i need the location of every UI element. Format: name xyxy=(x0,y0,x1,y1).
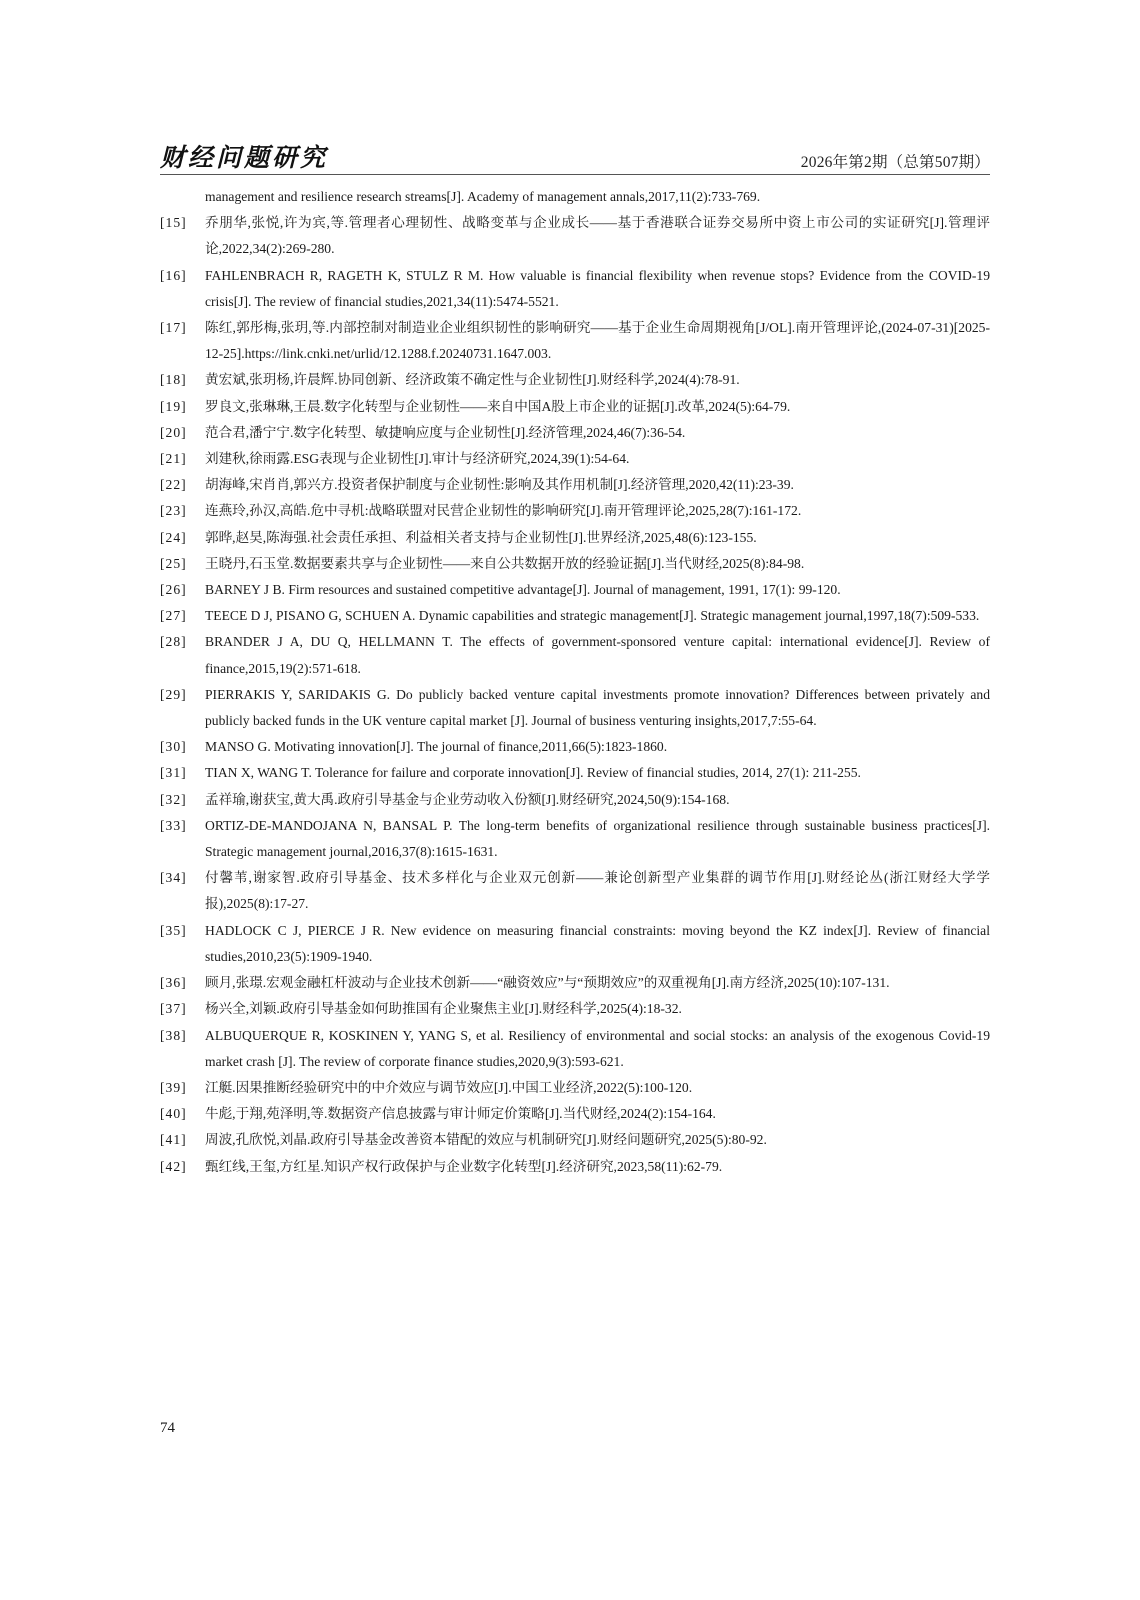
reference-entry xyxy=(160,315,990,367)
reference-entry xyxy=(160,367,990,393)
reference-number: [36] xyxy=(160,975,187,991)
reference-number: [35] xyxy=(160,922,187,938)
reference-text: 乔朋华,张悦,许为宾,等.管理者心理韧性、战略变革与企业成长——基于香港联合证券交易所中资上市公司的实证研究[J].管理评论,2022,34(2):269-280. xyxy=(205,215,990,257)
reference-entry xyxy=(160,263,990,315)
reference-entry xyxy=(160,760,990,786)
reference-number: [20] xyxy=(160,424,187,440)
reference-text: BRANDER J A, DU Q, HELLMANN T. The effects of government-sponsored venture capital: international evidence[J]. Review of finance,2015,19(2):571-618. xyxy=(205,634,990,676)
reference-text: 郭晔,赵昊,陈海强.社会责任承担、利益相关者支持与企业韧性[J].世界经济,2025,48(6):123-155. xyxy=(205,529,757,545)
reference-entry xyxy=(160,210,990,262)
reference-entry xyxy=(160,1023,990,1075)
reference-entry xyxy=(160,525,990,551)
reference-text: management and resilience research streams[J]. Academy of management annals,2017,11(2):733-769. xyxy=(205,189,761,204)
reference-text: ORTIZ-DE-MANDOJANA N, BANSAL P. The long-term benefits of organizational resilience through sustainable business practices[J]. Strategic management journal,2016,37(8):1615-1631. xyxy=(205,817,990,860)
reference-entry xyxy=(160,629,990,681)
reference-number: [28] xyxy=(160,634,187,650)
reference-text: 陈红,郭彤梅,张玥,等.内部控制对制造业企业组织韧性的影响研究——基于企业生命周期视角[J/OL].南开管理评论,(2024-07-31)[2025-12-25].https://link.cnki.net/urlid/12.1288.f.20240731.1647.003. xyxy=(205,320,990,362)
reference-text: PIERRAKIS Y, SARIDAKIS G. Do publicly backed venture capital investments promote innovation? Differences between privately and publicly backed funds in the UK venture capital market [J]. Journal of business venturing insights,2017,7:55-64. xyxy=(205,686,990,729)
issue-info: 2026年第2期（总第507期） xyxy=(800,154,990,171)
reference-text: ALBUQUERQUE R, KOSKINEN Y, YANG S, et al. Resiliency of environmental and social stocks: an analysis of the exogenous Covid-19 market crash [J]. The review of corporate finance studies,2020,9(3):593-621. xyxy=(205,1027,990,1069)
reference-text: MANSO G. Motivating innovation[J]. The journal of finance,2011,66(5):1823-1860. xyxy=(205,739,668,755)
reference-text: 黄宏斌,张玥杨,许晨辉.协同创新、经济政策不确定性与企业韧性[J].财经科学,2024(4):78-91. xyxy=(205,372,740,388)
reference-number: [32] xyxy=(160,791,187,807)
reference-entry xyxy=(160,420,990,446)
reference-entry xyxy=(160,577,990,603)
reference-text: 甄红线,王玺,方红星.知识产权行政保护与企业数字化转型[J].经济研究,2023,58(11):62-79. xyxy=(205,1158,723,1174)
reference-number: [16] xyxy=(160,267,187,283)
reference-entry xyxy=(160,918,990,970)
reference-number: [27] xyxy=(160,608,187,624)
reference-number: [37] xyxy=(160,1001,187,1017)
reference-entry xyxy=(160,787,990,813)
reference-entry xyxy=(160,865,990,917)
reference-entry xyxy=(160,1127,990,1153)
reference-number: [24] xyxy=(160,529,187,545)
reference-entry xyxy=(160,498,990,524)
reference-entry xyxy=(160,472,990,498)
reference-list xyxy=(160,184,990,1180)
reference-entry xyxy=(160,446,990,472)
reference-entry xyxy=(160,813,990,865)
reference-number: [21] xyxy=(160,451,187,467)
reference-number: [38] xyxy=(160,1027,187,1043)
reference-number: [22] xyxy=(160,477,187,493)
reference-entry xyxy=(160,1075,990,1101)
reference-number: [33] xyxy=(160,817,187,833)
reference-number: [42] xyxy=(160,1158,187,1174)
reference-text: 王晓丹,石玉堂.数据要素共享与企业韧性——来自公共数据开放的经验证据[J].当代财经,2025(8):84-98. xyxy=(205,555,805,571)
reference-entry xyxy=(160,734,990,760)
reference-entry xyxy=(160,682,990,734)
reference-text: TIAN X, WANG T. Tolerance for failure and corporate innovation[J]. Review of financial studies, 2014, 27(1): 211-255. xyxy=(205,765,861,781)
reference-entry xyxy=(160,184,990,210)
reference-number: [19] xyxy=(160,398,187,414)
reference-text: 付馨苇,谢家智.政府引导基金、技术多样化与企业双元创新——兼论创新型产业集群的调节作用[J].财经论丛(浙江财经大学学报),2025(8):17-27. xyxy=(205,870,990,912)
reference-entry xyxy=(160,603,990,629)
reference-entry xyxy=(160,996,990,1022)
reference-number: [18] xyxy=(160,372,187,388)
reference-number: [29] xyxy=(160,686,187,702)
running-header xyxy=(160,136,990,175)
reference-text: 胡海峰,宋肖肖,郭兴方.投资者保护制度与企业韧性:影响及其作用机制[J].经济管理,2020,42(11):23-39. xyxy=(205,477,794,493)
reference-number: [26] xyxy=(160,582,187,598)
reference-number: [23] xyxy=(160,503,187,519)
reference-number: [31] xyxy=(160,765,187,781)
reference-text: 罗良文,张琳琳,王晨.数字化转型与企业韧性——来自中国A股上市企业的证据[J].改革,2024(5):64-79. xyxy=(205,398,791,414)
page-number: 74 xyxy=(160,1420,175,1436)
reference-text: 周波,孔欣悦,刘晶.政府引导基金改善资本错配的效应与机制研究[J].财经问题研究,2025(5):80-92. xyxy=(205,1132,767,1148)
reference-text: 顾月,张璟.宏观金融杠杆波动与企业技术创新——“融资效应”与“预期效应”的双重视角[J].南方经济,2025(10):107-131. xyxy=(205,975,890,991)
reference-number: [40] xyxy=(160,1106,187,1122)
reference-text: 杨兴全,刘颖.政府引导基金如何助推国有企业聚焦主业[J].财经科学,2025(4):18-32. xyxy=(205,1001,682,1017)
reference-text: TEECE D J, PISANO G, SCHUEN A. Dynamic capabilities and strategic management[J]. Strategic management journal,1997,18(7):509-533. xyxy=(205,608,980,624)
reference-text: FAHLENBRACH R, RAGETH K, STULZ R M. How valuable is financial flexibility when revenue stops? Evidence from the COVID-19 crisis[J]. The review of financial studies,2021,34(11):5474-5521. xyxy=(205,267,990,309)
reference-number: [17] xyxy=(160,320,187,336)
reference-text: 范合君,潘宁宁.数字化转型、敏捷响应度与企业韧性[J].经济管理,2024,46(7):36-54. xyxy=(205,424,686,440)
reference-entry xyxy=(160,394,990,420)
reference-text: 连燕玲,孙汉,高皓.危中寻机:战略联盟对民营企业韧性的影响研究[J].南开管理评论,2025,28(7):161-172. xyxy=(205,503,802,519)
reference-text: BARNEY J B. Firm resources and sustained competitive advantage[J]. Journal of management, 1991, 17(1): 99-120. xyxy=(205,582,841,598)
reference-text: 江艇.因果推断经验研究中的中介效应与调节效应[J].中国工业经济,2022(5):100-120. xyxy=(205,1079,693,1095)
reference-number: [39] xyxy=(160,1079,187,1095)
reference-number: [41] xyxy=(160,1132,187,1148)
journal-logo: 财经问题研究 xyxy=(160,143,329,172)
reference-number: [25] xyxy=(160,555,187,571)
reference-entry xyxy=(160,1154,990,1180)
reference-text: HADLOCK C J, PIERCE J R. New evidence on measuring financial constraints: moving beyond the KZ index[J]. Review of financial studies,2010,23(5):1909-1940. xyxy=(205,922,990,964)
reference-number: [30] xyxy=(160,739,187,755)
reference-number: [34] xyxy=(160,870,187,886)
reference-text: 刘建秋,徐雨露.ESG表现与企业韧性[J].审计与经济研究,2024,39(1):54-64. xyxy=(205,451,630,467)
reference-number: [15] xyxy=(160,215,187,231)
reference-text: 孟祥瑜,谢获宝,黄大禹.政府引导基金与企业劳动收入份额[J].财经研究,2024,50(9):154-168. xyxy=(205,791,730,807)
reference-entry xyxy=(160,1101,990,1127)
reference-text: 牛彪,于翔,苑泽明,等.数据资产信息披露与审计师定价策略[J].当代财经,2024(2):154-164. xyxy=(205,1106,716,1122)
reference-entry xyxy=(160,970,990,996)
reference-entry xyxy=(160,551,990,577)
